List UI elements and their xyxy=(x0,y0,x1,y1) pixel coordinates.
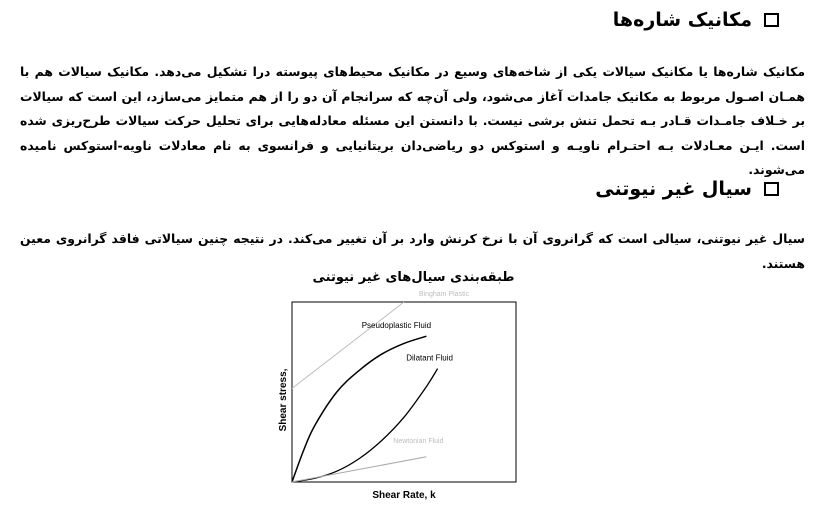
figure-caption: طبقه‌بندی سیال‌های غیر نیوتنی xyxy=(312,270,515,285)
section-heading-non-newtonian xyxy=(595,178,779,200)
section-title: سیال غیر نیوتنی xyxy=(595,178,752,200)
series-label-3: Dilatant Fluid xyxy=(406,353,453,363)
shear-stress-chart xyxy=(272,291,522,506)
checkbox-icon xyxy=(764,13,779,27)
checkbox-icon xyxy=(764,182,779,196)
section-paragraph: مکانیک شاره‌ها یا مکانیک سیالات یکی از شاخه‌های وسیع در مکانیک محیط‌های پیوسته درا تشکیل می‌دهد. مکانیک سیالات هم با همـان اصـول مربوط به مکانیک جامدات آغاز می‌شود، ولی آن‌چه که سرانجام آن دو را از هم متمایز می‌سازد، این است که سیالات بر خـلاف جامـدات قـادر بـه تحمل تنش برشی نیست. با دانستن این مسئله معادله‌هایی برای تحلیل حرکت سیالات طرح‌ریزی شده است. ایـن معـادلات بـه احتـرام ناویـه و استوکس دو ریاضی‌دان بریتانیایی و فرانسوی به نام معادلات ناویه-استوکس نامیده می‌شوند. xyxy=(20,64,805,177)
series-label-2: Pseudoplastic Fluid xyxy=(361,321,432,331)
series-label-1: Bingham Plastic xyxy=(418,291,470,298)
section-paragraph: سیال غیر نیوتنی، سیالی است که گرانروی آن با نرخ کرنش وارد بر آن تغییر می‌کند. در نتیجه چنین سیالاتی فاقد گرانروی معین هستند. xyxy=(20,231,805,271)
x-axis-label: Shear Rate, k xyxy=(372,490,436,501)
series-label-4: Newtonian Fluid xyxy=(393,437,444,445)
section-title: مکانیک شاره‌ها xyxy=(612,9,752,31)
y-axis-label: Shear stress, xyxy=(278,368,289,432)
section-heading-fluid-mechanics xyxy=(613,9,779,31)
